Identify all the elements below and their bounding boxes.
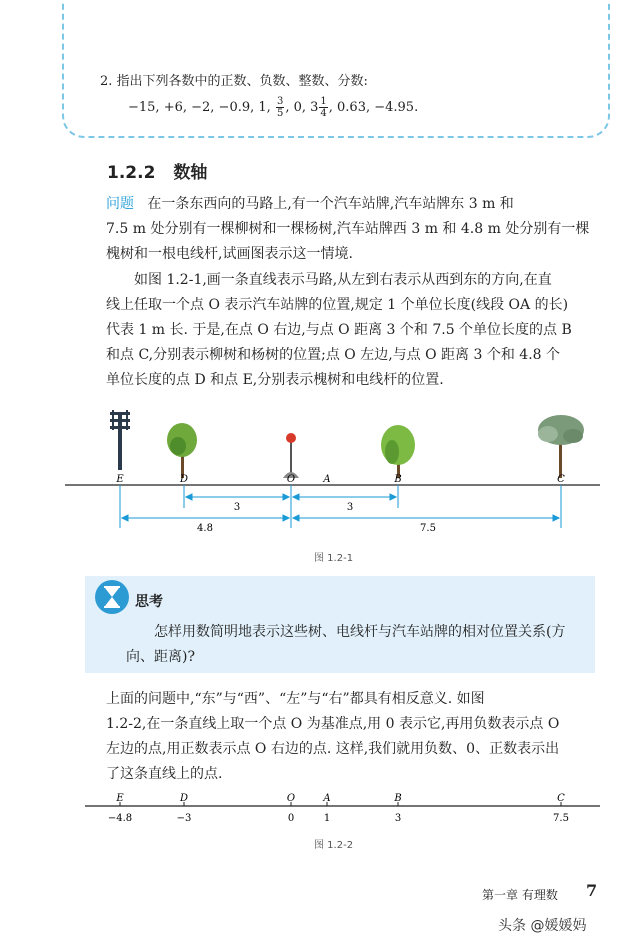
paragraph-line: 和点 C,分别表示柳树和杨树的位置;点 O 左边,与点 O 距离 3 个和 4.8 个 xyxy=(106,347,561,363)
paragraph-line: 1.2-2,在一条直线上取一个点 O 为基准点,用 0 表示它,再用负数表示点 O xyxy=(106,716,560,732)
willow-tree-icon xyxy=(381,425,415,478)
point-label-d: D xyxy=(179,793,189,804)
fraction-denominator: 4 xyxy=(320,108,327,119)
paragraph-line: 左边的点,用正数表示点 O 右边的点. 这样,我们就用负数、0、正数表示出 xyxy=(106,741,560,757)
dimension-label-oe: 4.8 xyxy=(197,523,213,534)
locust-tree-icon xyxy=(167,423,197,478)
problem-tag: 问题 xyxy=(106,196,134,212)
dimension-label-od: 3 xyxy=(233,502,241,513)
problem-line xyxy=(106,192,589,217)
think-text xyxy=(126,620,565,670)
point-label-a: A xyxy=(323,474,331,485)
fraction-numerator: 1 xyxy=(320,96,327,107)
point-value-o: 0 xyxy=(287,813,295,824)
dimension-arrows xyxy=(122,494,559,521)
point-label-c: C xyxy=(557,474,565,485)
exercise-numbers xyxy=(128,96,418,119)
figure-number-line xyxy=(0,790,643,830)
think-line: 怎样用数简明地表示这些树、电线杆与汽车站牌的相对位置关系(方 xyxy=(154,624,566,640)
point-label-o: O xyxy=(286,474,296,485)
poplar-tree-icon xyxy=(538,415,584,478)
dimension-guides xyxy=(120,485,561,528)
paragraph-line: 线上任取一个点 O 表示汽车站牌的位置,规定 1 个单位长度(线段 OA 的长) xyxy=(106,297,569,313)
footer-chapter: 第一章 有理数 xyxy=(482,888,558,902)
point-label-a: A xyxy=(323,793,331,804)
dimension-label-ob: 3 xyxy=(346,502,354,513)
section-title: 数轴 xyxy=(173,163,208,183)
point-label-c: C xyxy=(557,793,565,804)
numbers-part: , 0.63, −4.95. xyxy=(328,100,419,115)
problem-text: 在一条东西向的马路上,有一个汽车站牌,汽车站牌东 3 m 和 xyxy=(147,196,514,212)
utility-pole-icon xyxy=(110,410,130,470)
point-value-b: 3 xyxy=(394,813,402,824)
fraction-1-4 xyxy=(319,96,327,119)
fraction-3-5 xyxy=(276,96,284,119)
numbers-part: −15, +6, −2, −0.9, 1, xyxy=(128,100,275,115)
problem-line: 槐树和一根电线杆,试画图表示这一情境. xyxy=(106,246,353,262)
watermark: 头条 @媛媛妈 xyxy=(498,918,587,934)
point-label-d: D xyxy=(179,474,189,485)
section-number: 1.2.2 xyxy=(107,163,156,183)
figure-caption-2: 图 1.2-2 xyxy=(314,840,354,851)
paragraph-line: 如图 1.2-1,画一条直线表示马路,从左到右表示从西到东的方向,在直 xyxy=(134,272,552,288)
fraction-numerator: 3 xyxy=(276,96,284,107)
bus-stop-sign-icon xyxy=(283,433,299,478)
dimension-label-oc: 7.5 xyxy=(420,523,436,534)
paragraph-line: 了这条直线上的点. xyxy=(106,766,223,782)
numbers-part: , 0, 3 xyxy=(285,100,319,115)
paragraph-line: 代表 1 m 长. 于是,在点 O 右边,与点 O 距离 3 个和 7.5 个单位长度的点 B xyxy=(106,322,572,338)
point-value-a: 1 xyxy=(323,813,331,824)
point-value-c: 7.5 xyxy=(553,813,569,824)
figure-road-diagram xyxy=(0,400,643,545)
paragraph-line: 单位长度的点 D 和点 E,分别表示槐树和电线杆的位置. xyxy=(106,372,444,388)
paragraph-line: 上面的问题中,“东”与“西”、“左”与“右”都具有相反意义. 如图 xyxy=(106,691,485,707)
think-line: 向、距离)? xyxy=(126,649,195,665)
hourglass-icon xyxy=(95,580,129,614)
point-label-b: B xyxy=(394,793,402,804)
fraction-denominator: 5 xyxy=(276,108,284,119)
point-label-e: E xyxy=(116,474,124,485)
problem-line: 7.5 m 处分别有一棵柳树和一棵杨树,汽车站牌西 3 m 和 4.8 m 处分别有一棵 xyxy=(106,221,590,237)
exercise-question: 2. 指出下列各数中的正数、负数、整数、分数: xyxy=(100,74,368,89)
problem-paragraph xyxy=(106,192,589,267)
think-title: 思考 xyxy=(135,594,163,610)
explanation-paragraph-2 xyxy=(106,687,559,787)
point-value-e: −4.8 xyxy=(107,813,133,824)
section-heading xyxy=(107,158,225,183)
explanation-paragraph xyxy=(106,268,572,393)
figure-caption: 图 1.2-1 xyxy=(314,553,354,564)
point-value-d: −3 xyxy=(176,813,192,824)
point-label-o: O xyxy=(286,793,296,804)
point-label-b: B xyxy=(394,474,402,485)
point-label-e: E xyxy=(116,793,124,804)
page-number: 7 xyxy=(586,881,598,900)
